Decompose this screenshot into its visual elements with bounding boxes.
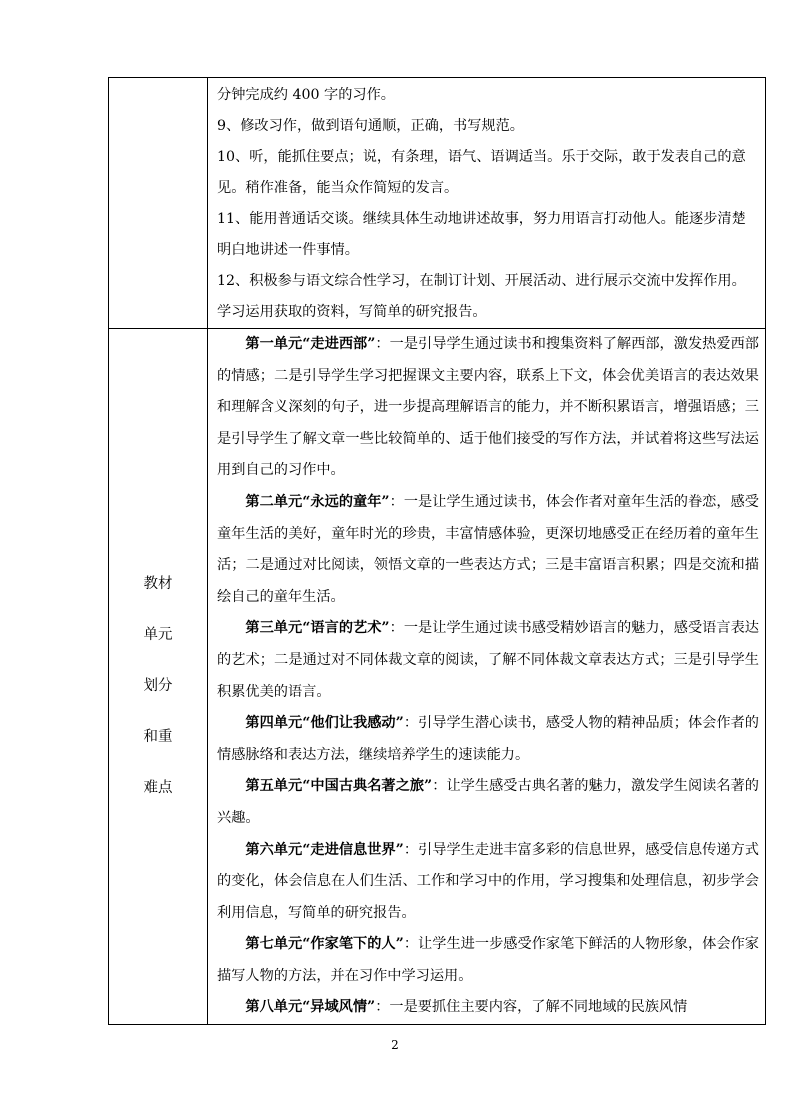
unit-title: 第六单元“走进信息世界”: [245, 841, 404, 858]
goals-label-cell: [109, 78, 208, 329]
section-label-line: 单元: [143, 627, 173, 644]
unit-paragraph: [217, 992, 759, 1024]
unit-text: ：一是引导学生通过读书和搜集资料了解西部，激发热爱西部的情感；二是引导学生学习把握课文主要内容，联系上下文，体会优美语言的表达效果和理解含义深刻的句子，进一步提高理解语言的能力，并不断积累语言，增强语感；三是引导学生了解文章一些比较简单的、适于他们接受的写作方法，并试着将这些写法运用到自己的习作中。: [217, 336, 759, 479]
unit-text: ：让学生进一步感受作家笔下鲜活的人物形象，体会作家描写人物的方法，并在习作中学习运用。: [217, 936, 759, 984]
section-label-line: 教材: [143, 576, 173, 593]
unit-paragraph: [217, 835, 759, 930]
unit-title: 第一单元“走进西部”: [245, 336, 376, 352]
unit-text: ：让学生感受古典名著的魅力，激发学生阅读名著的兴趣。: [217, 778, 759, 826]
unit-paragraph: [217, 771, 759, 834]
units-row: [109, 329, 766, 1025]
unit-paragraph: [217, 613, 759, 708]
unit-paragraph: [217, 329, 759, 487]
units-list: [208, 329, 765, 1024]
goals-cell: [208, 78, 766, 329]
unit-text: ：引导学生潜心读书，感受人物的精神品质；体会作者的情感脉络和表达方法，继续培养学生的速读能力。: [217, 715, 759, 763]
section-label: [109, 539, 207, 814]
unit-title: 第四单元“他们让我感动”: [245, 715, 404, 732]
goals-row: [109, 78, 766, 329]
unit-title: 第二单元“永远的童年”: [245, 493, 390, 510]
goal-item: 12、积极参与语文综合性学习，在制订计划、开展活动、进行展示交流中发挥作用。学习运用获取的资料，写简单的研究报告。: [217, 273, 746, 320]
unit-paragraph: [217, 487, 759, 613]
section-label-line: 划分: [143, 678, 173, 695]
goal-item: 10、听，能抓住要点；说，有条理，语气、语调适当。乐于交际，敢于发表自己的意见。稍作准备，能当众作简短的发言。: [217, 149, 746, 196]
page-number: 2: [391, 1038, 399, 1052]
unit-title: 第七单元“作家笔下的人”: [245, 936, 404, 953]
goals-list: [208, 78, 765, 328]
unit-text: ：一是让学生通过读书感受精妙语言的魅力，感受语言表达的艺术；二是通过对不同体裁文章的阅读，了解不同体裁文章表达方式；三是引导学生积累优美的语言。: [217, 620, 759, 700]
content-table: [108, 77, 766, 1025]
unit-text: ：一是让学生通过读书，体会作者对童年生活的眷恋，感受童年生活的美好，童年时光的珍贵，丰富情感体验，更深切地感受正在经历着的童年生活；二是通过对比阅读，领悟文章的一些表达方式；三是丰富语言积累；四是交流和描绘自己的童年生活。: [217, 493, 759, 605]
unit-title: 第五单元“中国古典名著之旅”: [245, 778, 433, 795]
section-label-line: 难点: [143, 780, 173, 797]
goal-item: 9、修改习作，做到语句通顺，正确，书写规范。: [217, 118, 524, 134]
unit-paragraph: [217, 708, 759, 771]
goal-item: 11、能用普通话交谈。继续具体生动地讲述故事，努力用语言打动他人。能逐步清楚明白地讲述一件事情。: [217, 211, 746, 258]
unit-paragraph: [217, 929, 759, 992]
units-cell: [208, 329, 766, 1025]
goal-item: 分钟完成约 400 字的习作。: [217, 87, 395, 103]
section-label-cell: [109, 329, 208, 1025]
unit-title: 第三单元“语言的艺术”: [245, 620, 390, 637]
unit-text: ：一是要抓住主要内容，了解不同地域的民族风情: [375, 999, 688, 1016]
section-label-line: 和重: [143, 729, 173, 746]
unit-title: 第八单元“异域风情”: [245, 999, 376, 1016]
unit-text: ：引导学生走进丰富多彩的信息世界，感受信息传递方式的变化，体会信息在人们生活、工作和学习中的作用，学习搜集和处理信息，初步学会利用信息，写简单的研究报告。: [217, 841, 759, 921]
